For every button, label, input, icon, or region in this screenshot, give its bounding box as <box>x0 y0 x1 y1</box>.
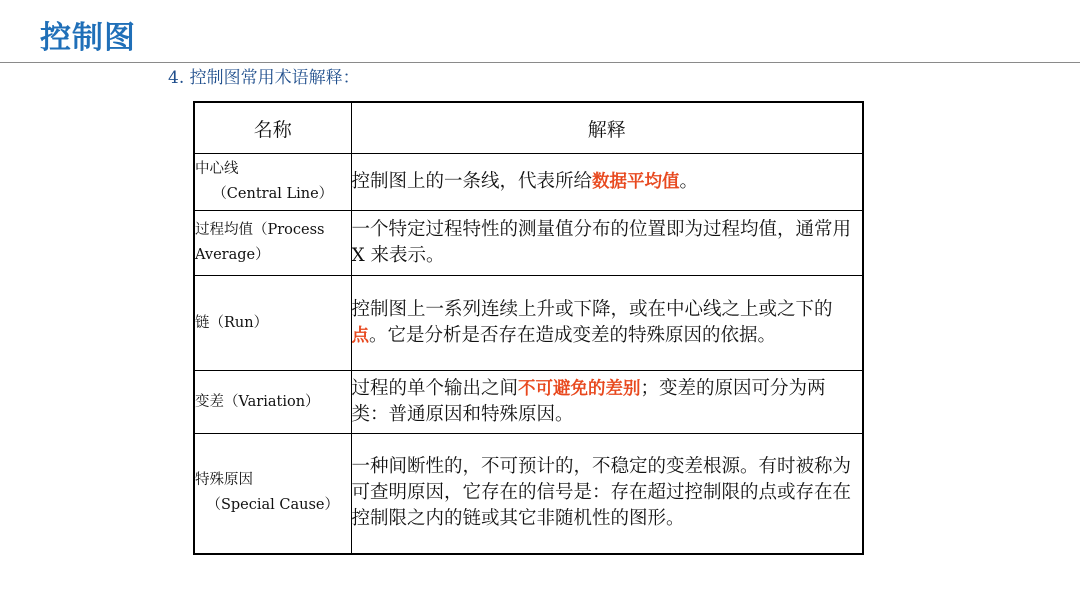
term-name: 过程均值（Process Average） <box>195 222 325 263</box>
term-name-cn: 特殊原因 <box>195 472 253 489</box>
desc-highlight: 不可避免的差别 <box>518 379 641 399</box>
table-row <box>194 211 863 276</box>
table-row <box>194 276 863 371</box>
term-desc-cell <box>351 211 863 276</box>
table-row <box>194 434 863 554</box>
term-desc-cell <box>351 371 863 434</box>
term-name: 变差（Variation） <box>195 393 320 410</box>
terms-table <box>193 101 864 555</box>
term-desc-cell <box>351 276 863 371</box>
title-divider <box>0 62 1080 63</box>
header-desc: 解释 <box>351 102 863 154</box>
table-row <box>194 154 863 211</box>
term-name-en: （Special Cause） <box>206 497 340 514</box>
term-name-cn: 中心线 <box>195 161 239 177</box>
desc-highlight: 点 <box>351 326 369 346</box>
term-desc-cell <box>351 154 863 211</box>
section-subtitle: 4. 控制图常用术语解释： <box>168 68 360 88</box>
desc-text: 一种间断性的，不可预计的，不稳定的变差根源。有时被称为可查明原因，它存在的信号是：存在超过控制限的点或存在在控制限之内的链或其它非随机性的图形。 <box>351 456 852 530</box>
desc-text: 一个特定过程特性的测量值分布的位置即为过程均值，通常用 X 来表示。 <box>351 219 852 266</box>
desc-text: ；变差的原因可分为两类：普通原因和特殊原因。 <box>351 378 826 425</box>
header-name: 名称 <box>194 102 351 154</box>
term-name-cell <box>194 434 351 554</box>
desc-text: 控制图上的一条线，代表所给 <box>351 171 593 192</box>
desc-text: 过程的单个输出之间 <box>351 378 519 399</box>
desc-highlight: 数据平均值 <box>592 172 680 192</box>
desc-text: 。它是分析是否存在造成变差的特殊原因的依据。 <box>369 325 777 346</box>
term-name-cell <box>194 154 351 211</box>
table-header-row <box>194 102 863 154</box>
desc-text: 控制图上一系列连续上升或下降，或在中心线之上或之下的 <box>351 299 833 320</box>
slide-title: 控制图 <box>40 20 136 56</box>
term-name-cell <box>194 276 351 371</box>
term-name-cell <box>194 371 351 434</box>
term-desc-cell <box>351 434 863 554</box>
table-row <box>194 371 863 434</box>
desc-text: 。 <box>679 171 699 192</box>
term-name: 链（Run） <box>195 314 269 331</box>
term-name-en: （Central Line） <box>212 186 334 202</box>
term-name-cell <box>194 211 351 276</box>
